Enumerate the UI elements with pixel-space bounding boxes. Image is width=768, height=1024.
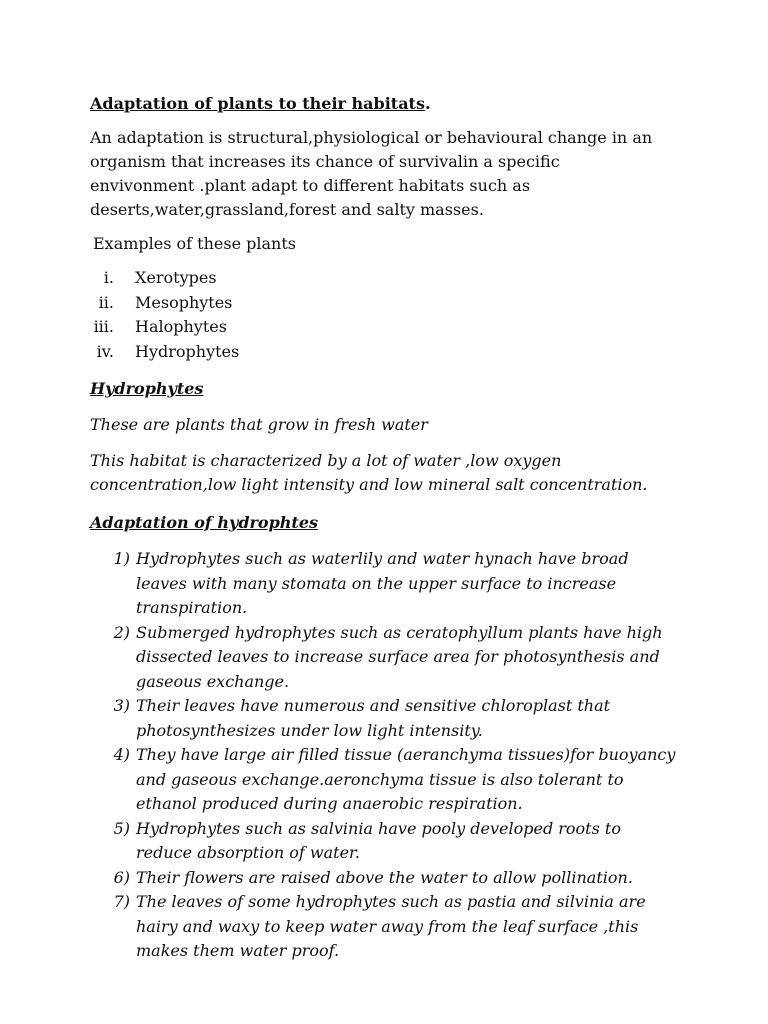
list-item-number: 5) — [113, 818, 130, 838]
list-item-text: Hydrophytes such as waterlily and water hynach have broad leaves with many stomata on the upper surface to increase transpiration. — [136, 549, 629, 617]
list-item-text: Hydrophytes such as salvinia have pooly developed roots to reduce absorption of water. — [136, 818, 621, 862]
list-item-number: i. — [103, 268, 114, 287]
list-item-text: Their leaves have numerous and sensitive chloroplast that photosynthesizes under low light intensity. — [136, 696, 611, 740]
list-item-text: Halophytes — [135, 317, 227, 336]
list-item — [90, 694, 698, 743]
examples-list — [90, 266, 698, 364]
list-item — [90, 621, 698, 695]
list-item — [90, 266, 698, 291]
document-title — [90, 92, 698, 116]
list-item-text: The leaves of some hydrophytes such as pastia and silvinia are hairy and waxy to keep water away from the leaf surface ,this makes them water proof. — [136, 892, 646, 960]
list-item-number: 1) — [113, 549, 130, 568]
list-item-number: iii. — [93, 317, 114, 336]
hydrophytes-heading: Hydrophytes — [90, 379, 204, 398]
list-item-number: 4) — [113, 745, 130, 764]
list-item-number: iv. — [96, 341, 114, 361]
list-item — [90, 340, 698, 365]
examples-heading: Examples of these plants — [93, 234, 296, 253]
list-item-text: Mesophytes — [135, 292, 233, 312]
list-item — [90, 743, 698, 817]
list-item — [90, 817, 698, 866]
list-item-number: 7) — [113, 892, 130, 911]
list-item — [90, 547, 698, 621]
intro-paragraph: An adaptation is structural,physiological or behavioural change in an organism that increases its chance of survivalin a specific envivonment .plant adapt to different habitats such as deserts,water,grassland,forest and salty masses. — [90, 128, 653, 219]
hydrophytes-habitat: This habitat is characterized by a lot of water ,low oxygen concentration,low light intensity and low mineral salt concentration. — [90, 451, 648, 494]
list-item — [90, 866, 698, 891]
list-item-text: Their flowers are raised above the water to allow pollination. — [136, 867, 633, 887]
list-item-text: Xerotypes — [135, 268, 217, 287]
document-title-period: . — [424, 94, 431, 113]
list-item-text: Hydrophytes — [135, 341, 240, 361]
list-item-number: 6) — [113, 867, 130, 887]
hydrophytes-definition: These are plants that grow in fresh water — [90, 415, 428, 434]
adaptation-heading: Adaptation of hydrophtes — [90, 513, 318, 532]
list-item-text: They have large air filled tissue (aeranchyma tissues)for buoyancy and gaseous exchange.aeronchyma tissue is also tolerant to ethanol produced during anaerobic respiration. — [136, 745, 676, 813]
adaptation-list — [90, 547, 698, 964]
list-item — [90, 890, 698, 964]
list-item-number: 2) — [113, 622, 130, 642]
document-title-text: Adaptation of plants to their habitats — [90, 94, 425, 113]
list-item-number: ii. — [98, 292, 114, 312]
list-item — [90, 315, 698, 340]
list-item — [90, 291, 698, 316]
list-item-text: Submerged hydrophytes such as ceratophyllum plants have high dissected leaves to increase surface area for photosynthesis and gaseous exchange. — [136, 622, 663, 691]
list-item-number: 3) — [113, 696, 130, 715]
